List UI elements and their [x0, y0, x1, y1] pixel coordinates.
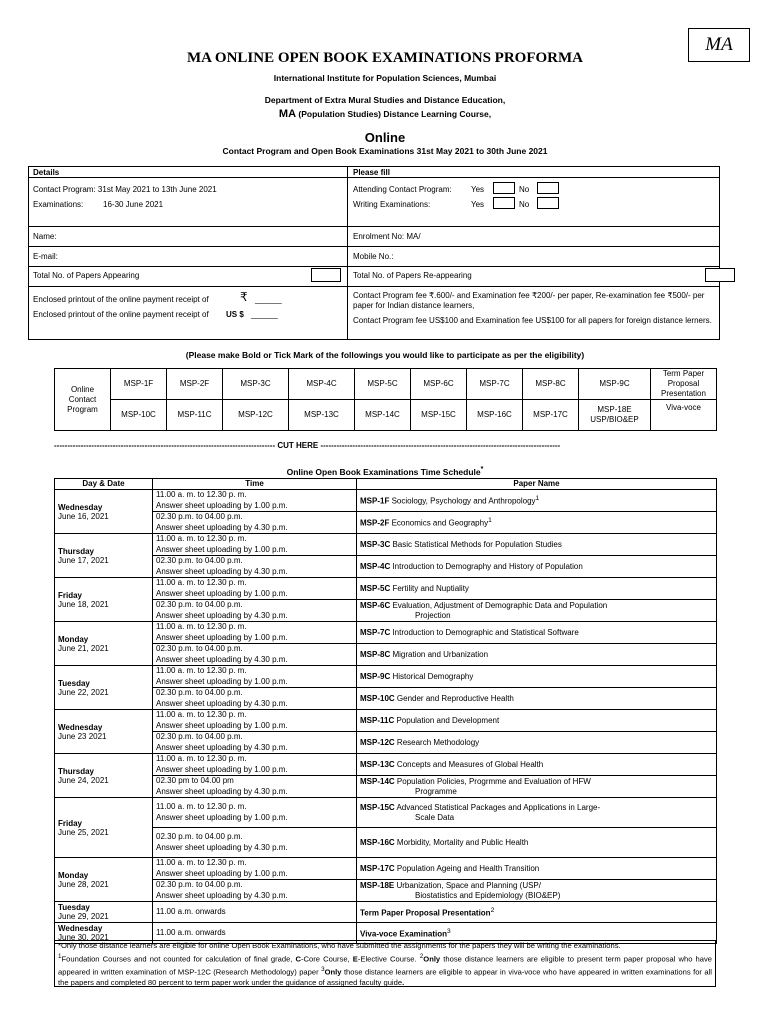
- schedule-row: [55, 512, 717, 534]
- date-text: June 24, 2021: [58, 775, 109, 785]
- day-name: Wednesday: [58, 722, 103, 732]
- day-name: Wednesday: [58, 924, 103, 933]
- time-slot-morning: 11.00 a. m. to 12.30 p. m. Answer sheet uploading by 1.00 p.m.: [153, 534, 357, 556]
- time-slot-morning: 11.00 a. m. to 12.30 p. m. Answer sheet uploading by 1.00 p.m.: [153, 754, 357, 776]
- paper-title: Term Paper Proposal Presentation: [360, 908, 491, 918]
- date-text: June 22, 2021: [58, 687, 109, 697]
- paper-cell[interactable]: MSP-4C: [289, 369, 355, 400]
- day-date-cell: [55, 710, 153, 754]
- day-date-cell: [55, 578, 153, 622]
- paper-afternoon: [357, 828, 717, 858]
- paper-cell[interactable]: MSP-10C: [111, 400, 167, 431]
- schedule-row: [55, 732, 717, 754]
- schedule-row: [55, 858, 717, 880]
- schedule-row: [55, 828, 717, 858]
- paper-code: MSP-18E: [360, 880, 395, 890]
- time-slot-afternoon: 02.30 p.m. to 04.00 p.m. Answer sheet uploading by 4.30 p.m.: [153, 600, 357, 622]
- usd-symbol: US $: [226, 310, 244, 319]
- paper-afternoon: MSP-2F Economics and Geography$^1$: [357, 512, 717, 534]
- time-slot-afternoon: 02.30 p.m. to 04.00 p.m. Answer sheet uploading by 4.30 p.m.: [153, 512, 357, 534]
- paper-title: Viva-voce Examination: [360, 929, 447, 939]
- day-date-cell: [55, 622, 153, 666]
- paper-cell[interactable]: MSP-2F: [167, 369, 223, 400]
- date-text: June 25, 2021: [58, 827, 109, 837]
- paper-code: MSP-11C: [360, 715, 395, 725]
- paper-code: MSP-14C: [360, 776, 395, 786]
- fee-indian-note: Contact Program fee ₹.600/- and Examination fee ₹200/- per paper, Re-examination fee ₹500/- per paper for Indian distance learners,: [353, 291, 705, 310]
- paper-special: Viva-voce Examination$^3$: [357, 923, 717, 944]
- time-slot-afternoon: 02.30 p.m. to 04.00 p.m. Answer sheet uploading by 4.30 p.m.: [153, 688, 357, 710]
- paper-cell[interactable]: MSP-14C: [355, 400, 411, 431]
- paper-code: MSP-17C: [360, 863, 395, 873]
- time-slot-morning: 11.00 a. m. to 12.30 p. m. Answer sheet uploading by 1.00 p.m.: [153, 710, 357, 732]
- schedule-row: [55, 880, 717, 902]
- details-form: [28, 166, 720, 340]
- paper-code: MSP-7C: [360, 627, 391, 637]
- paper-morning: [357, 666, 717, 688]
- header-day-date: Day & Date: [55, 479, 153, 490]
- schedule-row: [55, 556, 717, 578]
- paper-cell[interactable]: MSP-9C: [579, 369, 651, 400]
- schedule-row: [55, 622, 717, 644]
- footnotes: [54, 940, 716, 987]
- paper-cell[interactable]: MSP-8C: [523, 369, 579, 400]
- printout-usd-label: Enclosed printout of the online payment receipt of: [33, 310, 209, 319]
- paper-code: MSP-1F: [360, 496, 390, 506]
- date-text: June 21, 2021: [58, 643, 109, 653]
- date-text: June 28, 2021: [58, 879, 109, 889]
- attending-no-label: No: [519, 185, 530, 194]
- printout-inr-label: Enclosed printout of the online payment receipt of: [33, 295, 209, 304]
- paper-morning: [357, 534, 717, 556]
- enrolment-field[interactable]: Enrolment No: MA/: [353, 232, 421, 241]
- day-name: Tuesday: [58, 678, 90, 688]
- term-paper-cell[interactable]: Term Paper Proposal Presentation: [651, 369, 717, 400]
- please-fill-heading: Please fill: [353, 168, 390, 177]
- schedule-row: [55, 490, 717, 512]
- schedule-row: [55, 776, 717, 798]
- course-name: [0, 108, 770, 120]
- total-papers-appearing-box[interactable]: [311, 268, 341, 282]
- note-courses: $^1$Foundation Courses and not counted for calculation of final grade, C-Core Course, E-Elective Course. $^2$Only those distance learners are eligible to present term paper proposal who have appeared in written examination of MSP-12C (Research Methodology) paper $^3$Only those distance learners are eligible to appear in viva-voce who have appeared in written examinations for all the papers and completed 80 percent to term paper work under the guidance of assigned faculty guide.: [58, 952, 712, 987]
- writing-yes-label: Yes: [471, 200, 485, 209]
- paper-title: Population Ageing and Health Transition: [394, 863, 540, 873]
- paper-cell[interactable]: MSP-1F: [111, 369, 167, 400]
- paper-title: Sociology, Psychology and Anthropology: [389, 496, 536, 506]
- paper-morning: [357, 710, 717, 732]
- paper-cell[interactable]: MSP-5C: [355, 369, 411, 400]
- time-slot-morning: 11.00 a. m. to 12.30 p. m. Answer sheet uploading by 1.00 p.m.: [153, 622, 357, 644]
- paper-code: MSP-16C: [360, 837, 395, 847]
- time-slot-morning: 11.00 a. m. to 12.30 p. m. Answer sheet uploading by 1.00 p.m.: [153, 578, 357, 600]
- paper-title: Research Methodology: [394, 737, 480, 747]
- paper-code: MSP-3C: [360, 539, 391, 549]
- paper-title: Evaluation, Adjustment of Demographic Data and Population: [390, 600, 608, 610]
- paper-afternoon: [357, 556, 717, 578]
- department-name: Department of Extra Mural Studies and Distance Education,: [264, 95, 506, 105]
- day-date-cell: [55, 902, 153, 923]
- time-slot-morning: 11.00 a. m. to 12.30 p. m. Answer sheet uploading by 1.00 p.m.: [153, 666, 357, 688]
- paper-morning: MSP-15C Advanced Statistical Packages and Applications in Large- Scale Data: [357, 798, 717, 828]
- date-text: June 18, 2021: [58, 599, 109, 609]
- schedule-row: [55, 688, 717, 710]
- attending-yes-label: Yes: [471, 185, 485, 194]
- examinations-dates: 16-30 June 2021: [103, 200, 164, 209]
- paper-title: Advanced Statistical Packages and Applications in Large-: [394, 802, 601, 812]
- time-slot-morning: 11.00 a. m. to 12.30 p. m. Answer sheet uploading by 1.00 p.m.: [153, 858, 357, 880]
- paper-cell[interactable]: MSP-3C: [223, 369, 289, 400]
- paper-cell[interactable]: MSP-16C: [467, 400, 523, 431]
- schedule-title: [0, 465, 770, 477]
- paper-code: MSP-8C: [360, 649, 391, 659]
- day-name: Wednesday: [58, 502, 103, 512]
- online-contact-program-label: Online Contact Program: [55, 369, 111, 431]
- total-papers-appearing-label: Total No. of Papers Appearing: [33, 271, 140, 280]
- writing-label: Writing Examinations:: [353, 200, 431, 209]
- paper-cell[interactable]: MSP-11C: [167, 400, 223, 431]
- paper-afternoon: [357, 732, 717, 754]
- paper-code: MSP-2F: [360, 518, 390, 528]
- schedule-row: [55, 666, 717, 688]
- writing-no-label: No: [519, 200, 530, 209]
- paper-title: Urbanization, Space and Planning (USP/: [394, 880, 541, 890]
- attending-label: Attending Contact Program:: [353, 185, 452, 194]
- schedule-row: [55, 578, 717, 600]
- paper-title: Population and Development: [394, 715, 500, 725]
- paper-title: Morbidity, Mortality and Public Health: [394, 837, 529, 847]
- name-field[interactable]: Name:: [33, 232, 57, 241]
- paper-title: Concepts and Measures of Global Health: [394, 759, 544, 769]
- contact-program-dates: Contact Program: 31st May 2021 to 13th June 2021: [33, 185, 217, 194]
- day-date-cell: [55, 534, 153, 578]
- paper-special: Term Paper Proposal Presentation$^2$: [357, 902, 717, 923]
- program-dates: Contact Program and Open Book Examinations 31st May 2021 to 30th June 2021: [222, 146, 548, 156]
- paper-title: Population Policies, Progrmme and Evaluation of HFW: [394, 776, 591, 786]
- date-text: June 16, 2021: [58, 511, 109, 521]
- schedule-title-text: Online Open Book Examinations Time Schedule: [286, 466, 481, 477]
- paper-title: Historical Demography: [390, 671, 474, 681]
- time-slot-afternoon: 02.30 pm to 04.00 pm Answer sheet uploading by 4.30 p.m.: [153, 776, 357, 798]
- paper-code: MSP-13C: [360, 759, 395, 769]
- date-text: June 23 2021: [58, 731, 107, 741]
- paper-title: Introduction to Demographic and Statistical Software: [390, 627, 579, 637]
- paper-morning: [357, 858, 717, 880]
- fee-foreign-note: Contact Program fee US$100 and Examination fee US$100 for all papers for foreign distance lerners.: [353, 316, 712, 325]
- paper-title: Economics and Geography: [389, 518, 489, 528]
- time-slot-morning: 11.00 a. m. to 12.30 p. m. Answer sheet uploading by 1.00 p.m.: [153, 490, 357, 512]
- total-papers-reappearing-label: Total No. of Papers Re-appearing: [353, 271, 472, 280]
- time-slot: 11.00 a.m. onwards: [153, 923, 357, 944]
- attending-no-checkbox[interactable]: [537, 182, 559, 194]
- day-name: Thursday: [58, 546, 95, 556]
- paper-title: Basic Statistical Methods for Population Studies: [390, 539, 562, 549]
- paper-code: MSP-4C: [360, 561, 391, 571]
- course-rest: (Population Studies) Distance Learning Course,: [296, 109, 492, 119]
- day-date-cell: [55, 798, 153, 858]
- course-ma: MA: [278, 108, 297, 120]
- mode-heading: Online: [364, 130, 406, 145]
- note-eligibility: *Only those distance learners are eligible for online Open Book Examinations, who have submitted the assignments for the papers they will be writing the examinations.: [58, 941, 621, 950]
- email-field[interactable]: E-mail:: [33, 252, 58, 261]
- eligibility-instruction: (Please make Bold or Tick Mark of the followings you would like to participate as per the eligibility): [185, 350, 585, 360]
- paper-cell[interactable]: MSP-12C: [223, 400, 289, 431]
- viva-voce-cell[interactable]: Viva-voce: [651, 400, 717, 431]
- paper-morning: [357, 578, 717, 600]
- paper-cell[interactable]: MSP-15C: [411, 400, 467, 431]
- schedule-row: [55, 600, 717, 622]
- paper-code: MSP-15C: [360, 802, 395, 812]
- page-title: MA ONLINE OPEN BOOK EXAMINATIONS PROFORMA: [187, 50, 583, 66]
- paper-title: Introduction to Demography and History of Population: [390, 561, 583, 571]
- day-date-cell: [55, 754, 153, 798]
- schedule-table: [54, 478, 717, 944]
- day-name: Friday: [58, 818, 83, 828]
- paper-afternoon: [357, 644, 717, 666]
- paper-code: MSP-9C: [360, 671, 391, 681]
- paper-title: Gender and Reproductive Health: [394, 693, 514, 703]
- writing-no-checkbox[interactable]: [537, 197, 559, 209]
- total-papers-reappearing-box[interactable]: [705, 268, 735, 282]
- day-date-cell: [55, 858, 153, 902]
- day-name: Tuesday: [58, 903, 90, 912]
- schedule-row: [55, 902, 717, 923]
- examinations-label: Examinations:: [33, 200, 84, 209]
- schedule-row: [55, 754, 717, 776]
- day-name: Monday: [58, 634, 89, 644]
- time-slot-afternoon: 02.30 p.m. to 04.00 p.m. Answer sheet uploading by 4.30 p.m.: [153, 556, 357, 578]
- paper-cell[interactable]: MSP-17C: [523, 400, 579, 431]
- schedule-row: [55, 710, 717, 732]
- time-slot-afternoon: 02.30 p.m. to 04.00 p.m. Answer sheet uploading by 4.30 p.m.: [153, 732, 357, 754]
- paper-morning: [357, 622, 717, 644]
- day-name: Friday: [58, 590, 83, 600]
- inr-amount-blank[interactable]: ______: [255, 295, 282, 304]
- rupee-symbol: ₹: [240, 290, 248, 304]
- paper-code: MSP-6C: [360, 600, 391, 610]
- paper-cell[interactable]: MSP-18E USP/BIO&EP: [579, 400, 651, 431]
- paper-code: MSP-5C: [360, 583, 391, 593]
- details-heading: Details: [33, 168, 60, 177]
- paper-morning: MSP-1F Sociology, Psychology and Anthropology$^1$: [357, 490, 717, 512]
- day-date-cell: [55, 490, 153, 534]
- institute-name: International Institute for Population Sciences, Mumbai: [273, 73, 497, 83]
- time-slot-afternoon: 02.30 p.m. to 04.00 p.m. Answer sheet uploading by 4.30 p.m.: [153, 828, 357, 858]
- schedule-row: [55, 534, 717, 556]
- paper-afternoon: MSP-14C Population Policies, Progrmme and Evaluation of HFW Programme: [357, 776, 717, 798]
- date-text: June 30, 2021: [58, 933, 109, 942]
- paper-cell[interactable]: MSP-6C: [411, 369, 467, 400]
- attending-yes-checkbox[interactable]: [493, 182, 515, 194]
- paper-code: MSP-10C: [360, 693, 395, 703]
- date-text: June 29, 2021: [58, 912, 109, 921]
- paper-afternoon: MSP-6C Evaluation, Adjustment of Demographic Data and Population Projection: [357, 600, 717, 622]
- cut-here-line: ----------------------------------------------------------------------------------- CUT HERE ------------------------------------------------------------------------------------------: [54, 441, 561, 450]
- paper-cell[interactable]: MSP-13C: [289, 400, 355, 431]
- paper-title: Migration and Urbanization: [390, 649, 489, 659]
- paper-code: MSP-12C: [360, 737, 395, 747]
- mobile-field[interactable]: Mobile No.:: [353, 252, 394, 261]
- header-time: Time: [153, 479, 357, 490]
- usd-amount-blank[interactable]: ______: [251, 310, 278, 319]
- paper-morning: [357, 754, 717, 776]
- time-slot-morning: 11.00 a. m. to 12.30 p. m. Answer sheet uploading by 1.00 p.m.: [153, 798, 357, 828]
- time-slot-afternoon: 02.30 p.m. to 04.00 p.m. Answer sheet uploading by 4.30 p.m.: [153, 644, 357, 666]
- day-name: Monday: [58, 870, 89, 880]
- time-slot: 11.00 a.m. onwards: [153, 902, 357, 923]
- paper-afternoon: MSP-18E Urbanization, Space and Planning (USP/ Biostatistics and Epidemiology (BIO&EP): [357, 880, 717, 902]
- time-slot-afternoon: 02.30 p.m. to 04.00 p.m. Answer sheet uploading by 4.30 p.m.: [153, 880, 357, 902]
- day-date-cell: [55, 666, 153, 710]
- paper-title: Fertility and Nuptiality: [390, 583, 469, 593]
- writing-yes-checkbox[interactable]: [493, 197, 515, 209]
- date-text: June 17, 2021: [58, 555, 109, 565]
- schedule-row: [55, 798, 717, 828]
- paper-cell[interactable]: MSP-7C: [467, 369, 523, 400]
- day-name: Thursday: [58, 766, 95, 776]
- schedule-row: [55, 644, 717, 666]
- schedule-title-mark: *: [480, 465, 484, 473]
- papers-selection-grid: [54, 368, 717, 431]
- ma-badge: MA: [688, 28, 750, 62]
- paper-afternoon: [357, 688, 717, 710]
- header-paper-name: Paper Name: [357, 479, 717, 490]
